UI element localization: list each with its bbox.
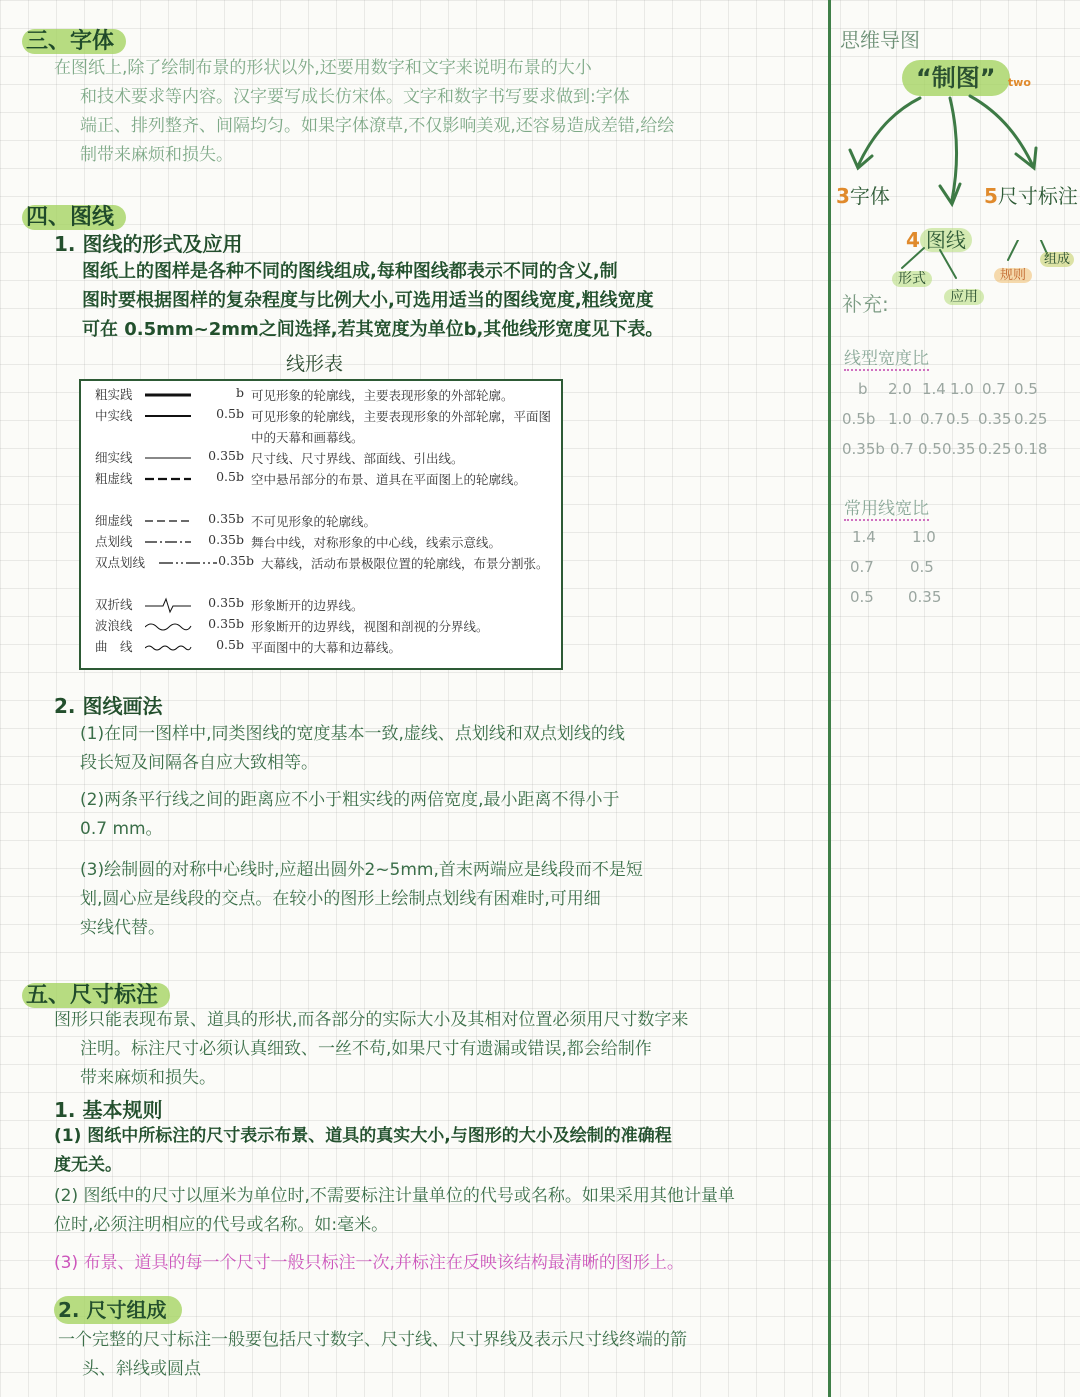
line-sample-thin-dashed <box>145 513 193 529</box>
section-5-body <box>54 1006 688 1093</box>
line-width: b <box>235 385 244 400</box>
text-line: 图纸上的图样是各种不同的图线组成,每种图线都表示不同的含义,制 <box>82 261 618 282</box>
ratio-cell: 1.4 <box>852 528 876 546</box>
line-name: 粗虚线 <box>95 471 133 486</box>
section-5-title: 五、尺寸标注 <box>22 978 170 1009</box>
line-width: 0.35b <box>208 532 244 547</box>
line-width: 0.5b <box>216 406 244 421</box>
table-title: 线形表 <box>286 353 344 375</box>
supplement-label: 补充: <box>842 292 889 316</box>
line-width: 0.35b <box>218 553 254 568</box>
line-name: 双折线 <box>95 597 133 612</box>
text-line: (2)两条平行线之间的距离应不小于粗实线的两倍宽度,最小距离不得小于 <box>80 790 620 810</box>
text-line: 段长短及间隔各自应大致相等。 <box>80 753 318 773</box>
line-sample-thin-solid <box>145 450 193 466</box>
mindmap-branch-font: 3字体 <box>836 184 890 208</box>
line-name: 细实线 <box>95 450 133 465</box>
ratio-cell: 0.25 <box>978 440 1012 458</box>
mindmap-center-node: “制图” two <box>902 58 1031 93</box>
mindmap-leaf-composition: 组成 <box>1040 248 1074 267</box>
text-line: 0.7 mm。 <box>80 819 163 839</box>
line-sample-thick-solid <box>145 387 193 403</box>
ratio-cell: 0.35b <box>842 440 885 458</box>
line-width: 0.5b <box>216 637 244 652</box>
drawing-rule-1 <box>80 720 625 778</box>
ratio-cell: 0.5 <box>850 588 874 606</box>
section-4-subtitle-1: 1. 图线的形式及应用 <box>54 232 243 256</box>
text-line: (1) 图纸中所标注的尺寸表示布景、道具的真实大小,与图形的大小及绘制的准确程 <box>54 1126 672 1146</box>
mindmap-heading: 思维导图 <box>840 28 920 52</box>
line-use: 不可见形象的轮廓线。 <box>251 514 377 529</box>
line-name: 点划线 <box>95 534 133 549</box>
ratio-cell: 0.7 <box>920 410 944 428</box>
text-line: 制带来麻烦和损失。 <box>80 145 233 165</box>
section-5-sub2-body <box>58 1326 687 1384</box>
text-line: 带来麻烦和损失。 <box>80 1068 216 1088</box>
text-line: (2) 图纸中的尺寸以厘米为单位时,不需要标注计量单位的代号或名称。如果采用其他计量单 <box>54 1186 735 1206</box>
ratio2-row <box>850 588 970 618</box>
drawing-rule-3 <box>80 856 643 943</box>
basic-rule-2 <box>54 1182 735 1240</box>
ratio-cell: 0.25 <box>1014 410 1048 428</box>
line-width: 0.35b <box>208 616 244 631</box>
line-sample-wavy <box>145 618 193 634</box>
text-line: 一个完整的尺寸标注一般要包括尺寸数字、尺寸线、尺寸界线及表示尺寸线终端的箭 <box>58 1330 687 1350</box>
section-4-title: 四、图线 <box>22 200 126 231</box>
line-sample-curve <box>145 639 193 655</box>
ratio-cell: 0.7 <box>890 440 914 458</box>
ratio1-title: 线型宽度比 <box>844 349 929 369</box>
ratio-cell: 1.0 <box>912 528 936 546</box>
ratio1-row <box>842 440 1062 470</box>
ratio-cell: 0.18 <box>1014 440 1048 458</box>
text-line: 可在 0.5mm~2mm之间选择,若其宽度为单位b,其他线形宽度见下表。 <box>82 319 664 340</box>
text-line: (3)绘制圆的对称中心线时,应超出圆外2~5mm,首末两端应是线段而不是短 <box>80 860 643 880</box>
line-name: 粗实践 <box>95 387 133 402</box>
line-width: 0.5b <box>216 469 244 484</box>
page-divider <box>828 0 831 1397</box>
section-5-subtitle-1: 1. 基本规则 <box>54 1098 163 1122</box>
section-3-body <box>54 54 674 170</box>
text-line: 头、斜线或圆点 <box>82 1359 201 1379</box>
ratio2-row <box>850 558 970 588</box>
text-line: 划,圆心应是线段的交点。在较小的图形上绘制点划线有困难时,可用细 <box>80 889 601 909</box>
section-4-body <box>82 257 663 344</box>
line-width: 0.35b <box>208 511 244 526</box>
line-use: 大幕线，活动布景极限位置的轮廓线，布景分割张。 <box>261 556 549 571</box>
ratio-cell: 0.35 <box>942 440 976 458</box>
line-use: 可见形象的轮廓线，主要表现形象的外部轮廓。 <box>251 388 514 403</box>
line-use: 平面图中的大幕和边幕线。 <box>251 640 402 655</box>
section-3-title: 三、字体 <box>22 24 126 55</box>
text-line: 在图纸上,除了绘制布景的形状以外,还要用数字和文字来说明布景的大小 <box>54 58 592 78</box>
basic-rule-3: (3) 布景、道具的每一个尺寸一般只标注一次,并标注在反映该结构最清晰的图形上。 <box>54 1253 684 1273</box>
line-width: 0.35b <box>208 595 244 610</box>
line-sample-break <box>145 596 193 614</box>
ratio-cell: b <box>858 380 868 398</box>
line-name: 波浪线 <box>95 618 133 633</box>
section-5-subtitle-2: 2. 尺寸组成 <box>54 1294 182 1323</box>
text-line: 图形只能表现布景、道具的形状,而各部分的实际大小及其相对位置必须用尺寸数字来 <box>54 1010 689 1030</box>
text-line: 实线代替。 <box>80 918 165 938</box>
line-use: 形象断开的边界线，视图和剖视的分界线。 <box>251 619 489 634</box>
ratio-cell: 1.4 <box>922 380 946 398</box>
ratio-cell: 0.5 <box>1014 380 1038 398</box>
line-use: 尺寸线、尺寸界线、部面线、引出线。 <box>251 451 464 466</box>
section-4-subtitle-2: 2. 图线画法 <box>54 694 163 718</box>
text-line: 位时,必须注明相应的代号或名称。如:毫米。 <box>54 1215 389 1235</box>
ratio2-title: 常用线宽比 <box>844 499 929 519</box>
mindmap-branch-lines: 4 图线 <box>906 224 972 253</box>
line-type-table <box>79 379 563 670</box>
ratio-cell: 1.0 <box>888 410 912 428</box>
line-use: 空中悬吊部分的布景、道具在平面图上的轮廓线。 <box>251 472 527 487</box>
line-use: 舞台中线，对称形象的中心线，线索示意线。 <box>251 535 502 550</box>
ratio-cell: 0.35 <box>908 588 942 606</box>
mindmap-center-tag: two <box>1007 76 1031 89</box>
line-use: 可见形象的轮廓线，主要表现形象的外部轮廓，平面图中的天幕和画幕线。 <box>251 409 552 445</box>
line-name: 细虚线 <box>95 513 133 528</box>
ratio1-row <box>842 380 1062 410</box>
line-name: 曲 线 <box>95 639 133 654</box>
mindmap-leaf-rules: 规则 <box>994 264 1032 283</box>
ratio-cell: 2.0 <box>888 380 912 398</box>
text-line: (1)在同一图样中,同类图线的宽度基本一致,虚线、点划线和双点划线的线 <box>80 724 625 744</box>
line-sample-medium-solid <box>145 408 193 424</box>
ratio-cell: 0.5b <box>842 410 876 428</box>
text-line: 和技术要求等内容。汉字要写成长仿宋体。文字和数字书写要求做到:字体 <box>80 87 630 107</box>
ratio-cell: 0.5 <box>918 440 942 458</box>
line-name: 中实线 <box>95 408 133 423</box>
ratio1-row <box>842 410 1062 440</box>
mindmap-leaf-form: 形式 <box>892 268 932 288</box>
ratio-cell: 0.5 <box>910 558 934 576</box>
text-line: 图时要根据图样的复杂程度与比例大小,可选用适当的图线宽度,粗线宽度 <box>82 290 654 311</box>
ratio-cell: 0.7 <box>982 380 1006 398</box>
ratio2-table <box>850 528 970 618</box>
basic-rule-1 <box>54 1122 672 1180</box>
ratio2-row <box>850 528 970 558</box>
mindmap-leaf-application: 应用 <box>944 286 984 306</box>
text-line: 度无关。 <box>54 1155 122 1175</box>
line-sample-dash-dot <box>145 534 193 550</box>
line-sample-thick-dashed <box>145 471 193 487</box>
ratio-cell: 1.0 <box>950 380 974 398</box>
ratio-cell: 0.35 <box>978 410 1012 428</box>
ratio-cell: 0.7 <box>850 558 874 576</box>
line-use: 形象断开的边界线。 <box>251 598 364 613</box>
text-line: 端正、排列整齐、间隔均匀。如果字体潦草,不仅影响美观,还容易造成差错,给绘 <box>80 116 675 136</box>
line-width: 0.35b <box>208 448 244 463</box>
text-line: 注明。标注尺寸必须认真细致、一丝不苟,如果尺寸有遗漏或错误,都会给制作 <box>80 1039 652 1059</box>
drawing-rule-2 <box>80 786 619 844</box>
line-name: 双点划线 <box>95 555 146 570</box>
ratio1-table <box>842 380 1062 470</box>
ratio-cell: 0.5 <box>946 410 970 428</box>
mindmap-branch-dimension: 5尺寸标注 <box>984 184 1078 208</box>
